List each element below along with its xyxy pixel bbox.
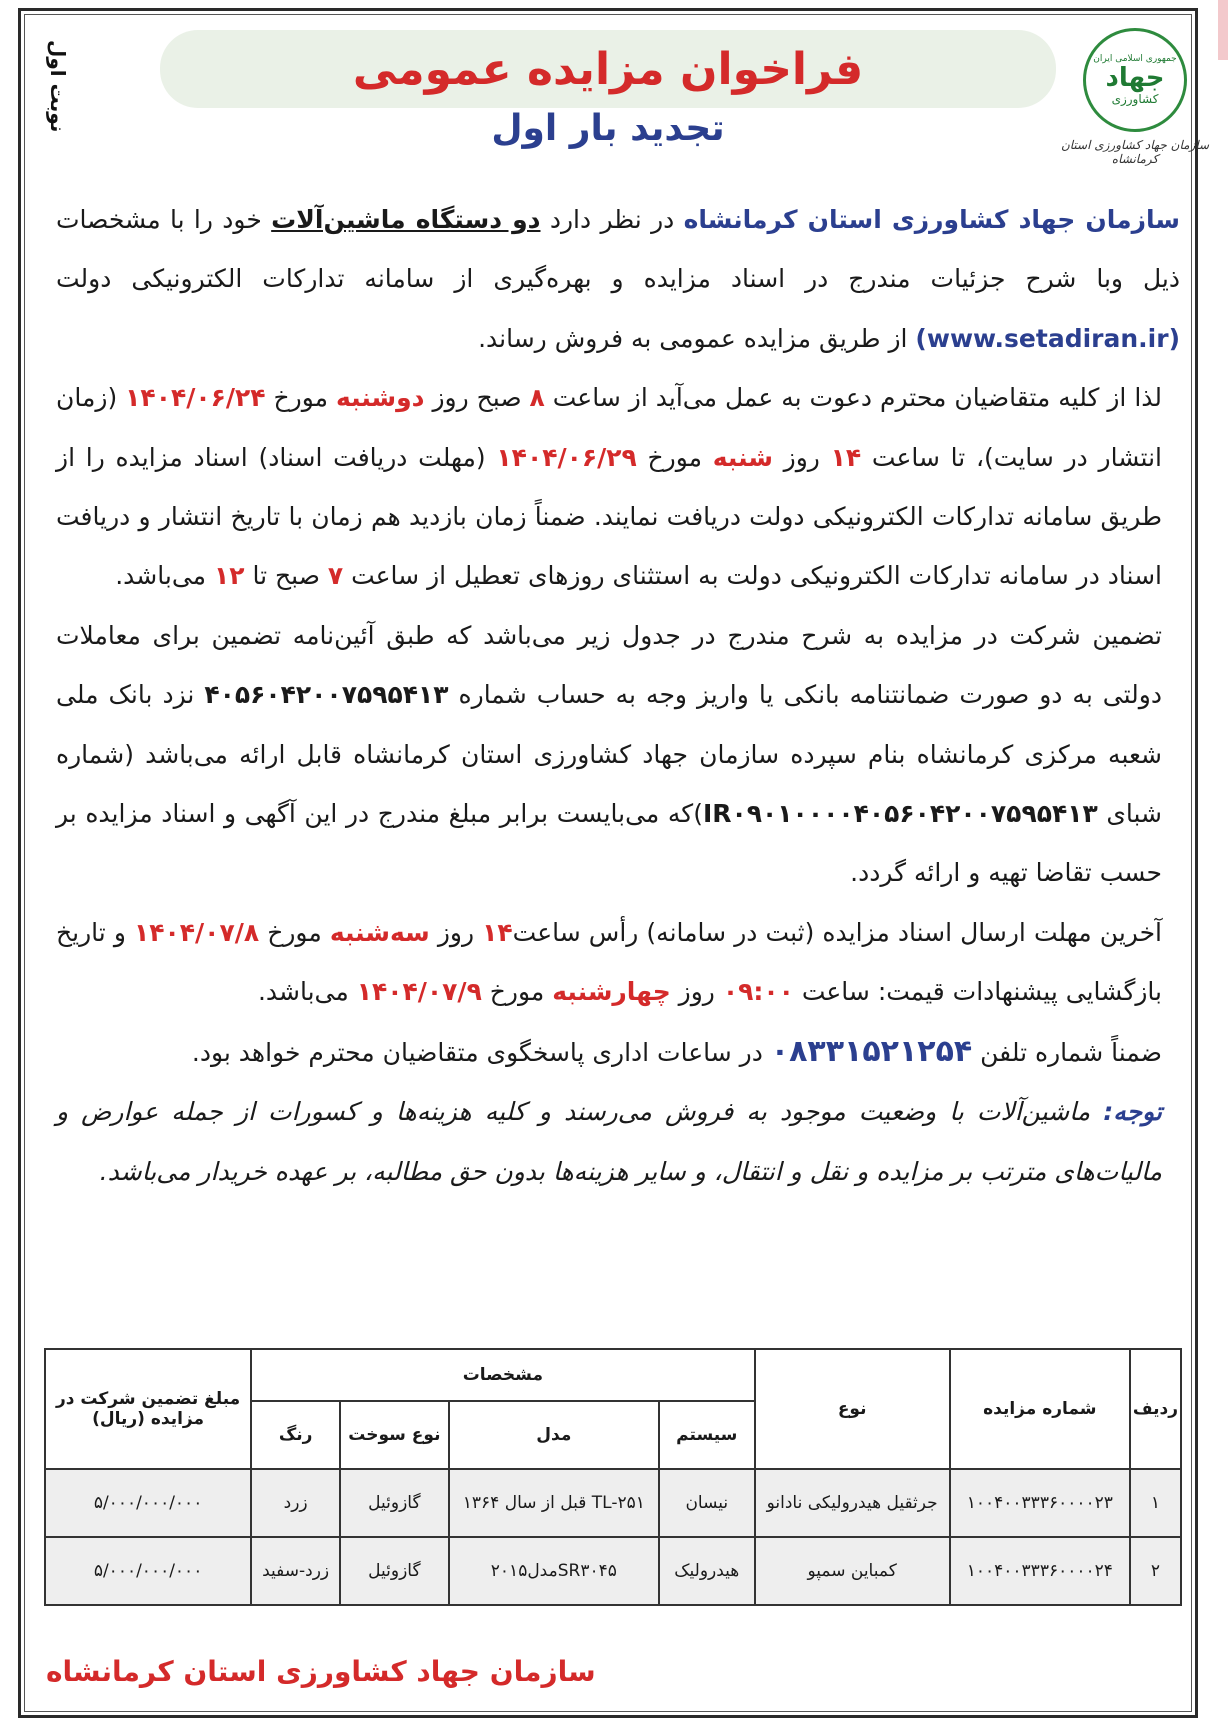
header-system: سیستم [659,1401,754,1469]
text: مورخ [636,442,713,472]
logo-main-text: جهاد [1105,62,1165,93]
paragraph-phone [56,1022,1180,1082]
cell-type: جرثقیل هیدرولیکی نادانو [755,1469,950,1537]
text: می‌باشد. [115,561,215,591]
logo-sub-text: کشاورزی [1111,92,1159,107]
paragraph-schedule [56,368,1180,606]
cell-type: کمباین سمپو [755,1537,950,1605]
text: می‌باشد. [257,977,357,1007]
cell-color: زرد [251,1469,340,1537]
page-title: فراخوان مزایده عمومی [352,43,864,95]
cell-color: زرد-سفید [251,1537,340,1605]
text: آخرین مهلت ارسال اسناد مزایده (ثبت در سامانه) رأس ساعت [512,917,1162,947]
page-subtitle: تجدید بار اول [491,108,725,149]
header-auction-number: شماره مزایده [950,1349,1130,1469]
start-day: دوشنبه [335,383,425,413]
cell-fuel: گازوئیل [340,1537,448,1605]
text: ضمناً شماره تلفن [972,1037,1162,1067]
header-type: نوع [755,1349,950,1469]
text: (مهلت دریافت اسناد) اسناد مزایده را از طریق سامانه تدارکات الکترونیکی دولت دریافت نمایند. ضمناً زمان بازدید هم زمان با تاریخ انتشار و دریافت اسناد در سامانه تدارکات الکترونیکی دولت به استثنای روزهای تعطیل از ساعت [56,442,1162,591]
opening-date: ۱۴۰۴/۰۷/۹ [356,977,482,1007]
cell-auction-number: ۱۰۰۴۰۰۳۳۳۶۰۰۰۰۲۳ [950,1469,1130,1537]
end-day: شنبه [712,442,773,472]
paragraph-guarantee [56,606,1180,903]
deadline-hour: ۱۴ [482,917,513,947]
text: در ساعات اداری پاسخگوی متقاضیان محترم خواهد بود. [191,1037,771,1067]
footer-org: سازمان جهاد کشاورزی استان کرمانشاه [46,1655,596,1688]
title-banner [160,30,1056,108]
cell-auction-number: ۱۰۰۴۰۰۳۳۳۶۰۰۰۰۲۴ [950,1537,1130,1605]
text: در نظر دارد [540,205,684,234]
cell-row-num: ۲ [1130,1537,1181,1605]
text: (زمان انتشار در سایت)، تا ساعت [56,383,1162,472]
logo-top-text: جمهوری اسلامی ایران [1093,53,1177,64]
opening-day: چهارشنبه [552,977,671,1007]
text: از طریق مزایده عمومی به فروش رساند. [478,323,916,353]
text: مورخ [481,977,553,1007]
header-model: مدل [449,1401,659,1469]
machine-count: دو دستگاه ماشین‌آلات [271,205,541,234]
note-label: توجه: [1103,1097,1162,1127]
cell-model: SR۳۰۴۵مدل۲۰۱۵ [449,1537,659,1605]
deadline-date: ۱۴۰۴/۰۷/۸ [134,917,260,947]
text: و تاریخ بازگشایی پیشنهادات قیمت: ساعت [56,917,1162,1007]
deadline-day: سه‌شنبه [329,917,430,947]
table-row [45,1537,1181,1605]
text: )که می‌بایست برابر مبلغ مندرج در این آگهی و اسناد مزایده بر حسب تقاضا تهیه و ارائه گردد. [56,799,1162,888]
end-date: ۱۴۰۴/۰۶/۲۹ [496,442,637,472]
cell-fuel: گازوئیل [340,1469,448,1537]
text: تضمین شرکت در مزایده به شرح مندرج در جدول زیر می‌باشد که طبق آئین‌نامه تضمین برای معاملات دولتی به دو صورت ضمانتنامه بانکی یا واریز وجه به حساب شماره [56,620,1162,710]
announcement-body [56,190,1180,1201]
org-logo [1060,28,1210,178]
visit-end-hour: ۱۲ [214,561,245,591]
cell-guarantee: ۵/۰۰۰/۰۰۰/۰۰۰ [45,1469,251,1537]
text: خود را با مشخصات ذیل وبا شرح جزئیات مندرج در اسناد مزایده و بهره‌گیری از سامانه تدارکات الکترونیکی دولت [56,205,1180,294]
logo-emblem [1083,28,1187,132]
text: مورخ [259,917,330,947]
auction-table [44,1348,1182,1606]
text: صبح تا [244,561,328,591]
header-row-num: ردیف [1130,1349,1181,1469]
sheba-number: IR۰۹۰۱۰۰۰۰۴۰۵۶۰۴۲۰۰۷۵۹۵۴۱۳ [702,799,1098,829]
account-number: ۴۰۵۶۰۴۲۰۰۷۵۹۵۴۱۳ [204,680,449,710]
header-fuel: نوع سوخت [340,1401,448,1469]
edge-mark [1218,0,1228,60]
text: روز [429,917,483,947]
phone-number: ۰۸۳۳۱۵۲۱۲۵۴ [770,1033,973,1069]
logo-caption: سازمان جهاد کشاورزی استان کرمانشاه [1060,138,1210,166]
cell-model: TL-۲۵۱ قبل از سال ۱۳۶۴ [449,1469,659,1537]
cell-guarantee: ۵/۰۰۰/۰۰۰/۰۰۰ [45,1537,251,1605]
cell-system: هیدرولیک [659,1537,754,1605]
table-row [45,1469,1181,1537]
text: روز [772,442,831,472]
opening-hour: ۰۹:۰۰ [722,977,794,1007]
publication-turn: نوبت اول [46,40,70,133]
text: مورخ [265,383,336,413]
paragraph-deadline [56,903,1180,1022]
cell-row-num: ۱ [1130,1469,1181,1537]
paragraph-note [56,1082,1180,1201]
text: ماشین‌آلات با وضعیت موجود به فروش می‌رسند و کلیه هزینه‌ها و کسورات از جمله عوارض و مالیات‌های مترتب بر مزایده و نقل و انتقال، و سایر هزینه‌ها بدون حق مطالبه، بر عهده خریدار می‌باشد. [56,1097,1162,1186]
org-name: سازمان جهاد کشاورزی استان کرمانشاه [683,205,1180,234]
text: روز [670,977,723,1007]
header-specs: مشخصات [251,1349,754,1401]
text: صبح روز [424,383,530,413]
paragraph-intro [56,190,1180,368]
website-link[interactable]: (www.setadiran.ir) [915,323,1180,353]
start-hour: ۸ [529,383,545,413]
text: نزد بانک ملی شعبه مرکزی کرمانشاه بنام سپرده سازمان جهاد کشاورزی استان کرمانشاه قابل ارائه می‌باشد (شماره شبای [56,680,1162,829]
end-hour: ۱۴ [830,442,862,472]
start-date: ۱۴۰۴/۰۶/۲۴ [125,383,266,413]
header-color: رنگ [251,1401,340,1469]
text: لذا از کلیه متقاضیان محترم دعوت به عمل می‌آید از ساعت [544,383,1163,413]
cell-system: نیسان [659,1469,754,1537]
visit-start-hour: ۷ [327,561,344,591]
table-header-row [45,1349,1181,1401]
header-guarantee: مبلغ تضمین شرکت در مزایده (ریال) [45,1349,251,1469]
